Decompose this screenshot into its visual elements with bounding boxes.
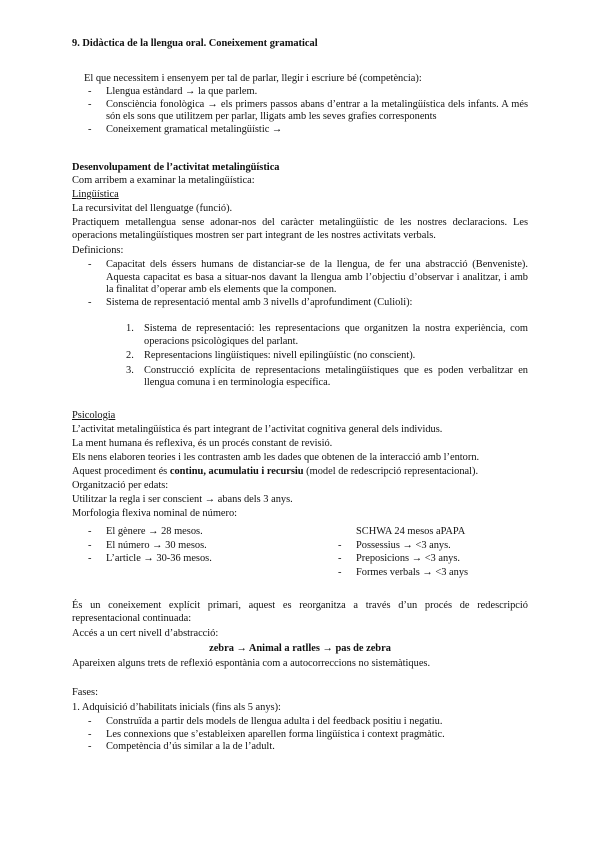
section-subtitle: Com arribem a examinar la metalingüística: [72, 175, 255, 186]
list-text: El gènere → 28 mesos. [106, 526, 203, 537]
definitions-list [72, 259, 528, 309]
list-item [72, 323, 528, 348]
paragraph: La ment humana és reflexiva, és un procés constant de revisió. [72, 438, 333, 449]
paragraph [72, 466, 528, 479]
levels-list [72, 323, 528, 390]
list-item: - Consciència fonològica → els primers passos abans d’entrar a la metalingüística dels infants. A més són els sons que utilitzem per parlar, lligats amb les seves grafies corresponents [72, 99, 528, 124]
paragraph: Practiquem metallengua sense adonar-nos del caràcter metalingüístic de les nostres declaracions. Les operacions metalingüístiques mostren ser part integrant de les nostres activitats verbals. [72, 217, 528, 241]
paragraph: És un coneixement explícit primari, aquest es reorganitza a través d’un procés de redescripció representacional continuada: [72, 600, 528, 624]
subsection-heading-linguistica: Lingüística [72, 189, 119, 200]
paragraph: Utilitzar la regla i ser conscient → abans dels 3 anys. [72, 494, 293, 505]
paragraph: Organització per edats: [72, 480, 169, 491]
paragraph: L’activitat metalingüística és part integrant de l’activitat cognitiva general dels individus. [72, 424, 443, 435]
paragraph: La recursivitat del llenguatge (funció). [72, 203, 233, 214]
page-title: 9. Didàctica de la llengua oral. Coneixement gramatical [72, 38, 318, 49]
list-item [72, 350, 528, 363]
phases-label: Fases: [72, 687, 98, 698]
subsection-heading-psicologia: Psicologia [72, 410, 116, 421]
intro-lead: El que necessitem i ensenyem per tal de parlar, llegir i escriure bé (competència): [84, 73, 422, 84]
list-text: Possessius → <3 anys. [356, 539, 451, 551]
list-item: - Coneixement gramatical metalingüístic → [72, 124, 528, 137]
intro-list [72, 86, 528, 136]
example-line: zebra → Animal a ratlles → pas de zebra [209, 643, 391, 654]
list-item: - Sistema de representació mental amb 3 nivells d’aprofundiment (Culioli): [72, 297, 528, 310]
document-page: 9. Didàctica de la llengua oral. Coneixement gramatical El que necessitem i ensenyem per tal de parlar, llegir i escriure bé (competència): - Llengua estàndard → la que parlem. - Consciència fonològica → els primers passos abans d’entrar a la metalingüística dels infants. A més són els sons que utilitzem per parlar, lligats amb les seves grafies corresponents - Coneixement gramatical metalingüístic → Desenvolupament de l’activitat metalingüística Com arribem a examinar la metalingüística: Lingüística La recursivitat del llenguatge (funció). Practiquem metallengua sense adonar-nos del caràcter metalingüístic de les nostres declaracions. Les operacions metalingüístiques mostren ser part integrant de les nostres activitats verbals. Definicions: - Capacitat dels éssers humans de distanciar-se de la llengua, de fer una abstracció (Benveniste). Aquesta capacitat es basa a situar-nos davant la llengua amb l’objectiu d’observar i analitzar, i amb la finalitat d’operar amb els elements que la componen. - Sistema de representació mental amb 3 nivells d’aprofundiment (Culioli): 1. Sistema de representació: les representacions que organitzen la nostra experiència, com operacions psicològiques del parlant. 2. Representacions lingüístiques: nivell epilingüístic (no conscient). 3. Construcció explícita de representacions metalingüístiques que es poden verbalitzar en llengua comuna i en terminologia específica. Psicologia L’activitat metalingüística és part integrant de l’activitat cognitiva general dels individus. La ment humana és reflexiva, és un procés constant de revisió. Els nens elaboren teories i les contrasten amb les dades que obtenen de la interacció amb l’entorn. Aquest procediment és continu, acumulatiu i recursiu (model de redescripció representacional). Organització per edats: Utilitzar la regla i ser conscient → abans dels 3 anys. Morfologia flexiva nominal de número: - El gènere → 28 mesos. - El número → 30 mesos. - L’article → 30-36 mesos. SCHWA 24 mesos aPAPA - Possessius → <3 anys. - Preposicions → <3 anys. - Formes verbals → <3 anys És un coneixement explícit primari, aquest es reorganitza a través d’un procés de redescripció representacional continuada: Accés a un cert nivell d’abstracció: zebra → Animal a ratlles → pas de zebra Apareixen alguns trets de reflexió espontània com a autocorreccions no sistemàtiques. Fases: 1. Adquisició d’habilitats inicials (fins als 5 anys): - Construïda a partir dels models de llengua adulta i del feedback positiu i negatiu. - Les connexions que s’estableixen aparellen forma lingüística i context pragmàtic. - Competència d’ús similar a la de l’adult. [0, 0, 600, 848]
list-item: - Capacitat dels éssers humans de distanciar-se de la llengua, de fer una abstracció (Benveniste). Aquesta capacitat es basa a situar-nos davant la llengua amb l’objectiu d’observar i analitzar, i amb la finalitat d’operar amb els elements que la componen. [72, 259, 528, 297]
list-text: Formes verbals → <3 anys [356, 566, 469, 578]
list-text: Construcció explícita de representacions metalingüístiques que es poden verbalitzar en llengua comuna i en terminologia específica. [144, 364, 528, 389]
column-heading-text: SCHWA 24 mesos aPAPA [356, 526, 466, 537]
bold-text: continu, acumulatiu i recursiu [169, 466, 304, 477]
list-text: Representacions lingüístiques: nivell epilingüístic (no conscient). [144, 350, 416, 362]
text-run: Aquest procediment és [72, 466, 170, 477]
list-text: Preposicions → <3 anys. [356, 553, 460, 564]
paragraph: Morfologia flexiva nominal de número: [72, 508, 238, 519]
list-text: El número → 30 mesos. [106, 539, 207, 551]
list-text: L’article → 30-36 mesos. [106, 553, 212, 564]
paragraph: Els nens elaboren teories i les contrasten amb les dades que obtenen de la interacció amb l’entorn. [72, 452, 480, 463]
list-number: 1. [126, 323, 134, 334]
list-number: 3. [126, 364, 134, 376]
text-run: (model de redescripció representacional). [303, 466, 479, 477]
list-item [72, 365, 528, 390]
list-item: - Les connexions que s’estableixen aparellen forma lingüística i context pragmàtic. [72, 729, 528, 742]
paragraph: Accés a un cert nivell d’abstracció: [72, 628, 219, 639]
list-text: Sistema de representació: les representacions que organitzen la nostra experiència, com operacions psicològiques del parlant. [144, 323, 528, 347]
list-number: 2. [126, 350, 134, 362]
list-item: - Competència d’ús similar a la de l’adult. [72, 741, 528, 754]
definitions-label: Definicions: [72, 245, 124, 256]
list-item: - Llengua estàndard → la que parlem. [72, 86, 528, 99]
phase-heading: 1. Adquisició d’habilitats inicials (fins als 5 anys): [72, 702, 281, 713]
section-heading: Desenvolupament de l’activitat metalingüística [72, 162, 280, 173]
phase-list [72, 716, 528, 754]
list-item: - Construïda a partir dels models de llengua adulta i del feedback positiu i negatiu. [72, 716, 528, 729]
paragraph: Apareixen alguns trets de reflexió espontània com a autocorreccions no sistemàtiques. [72, 658, 431, 669]
